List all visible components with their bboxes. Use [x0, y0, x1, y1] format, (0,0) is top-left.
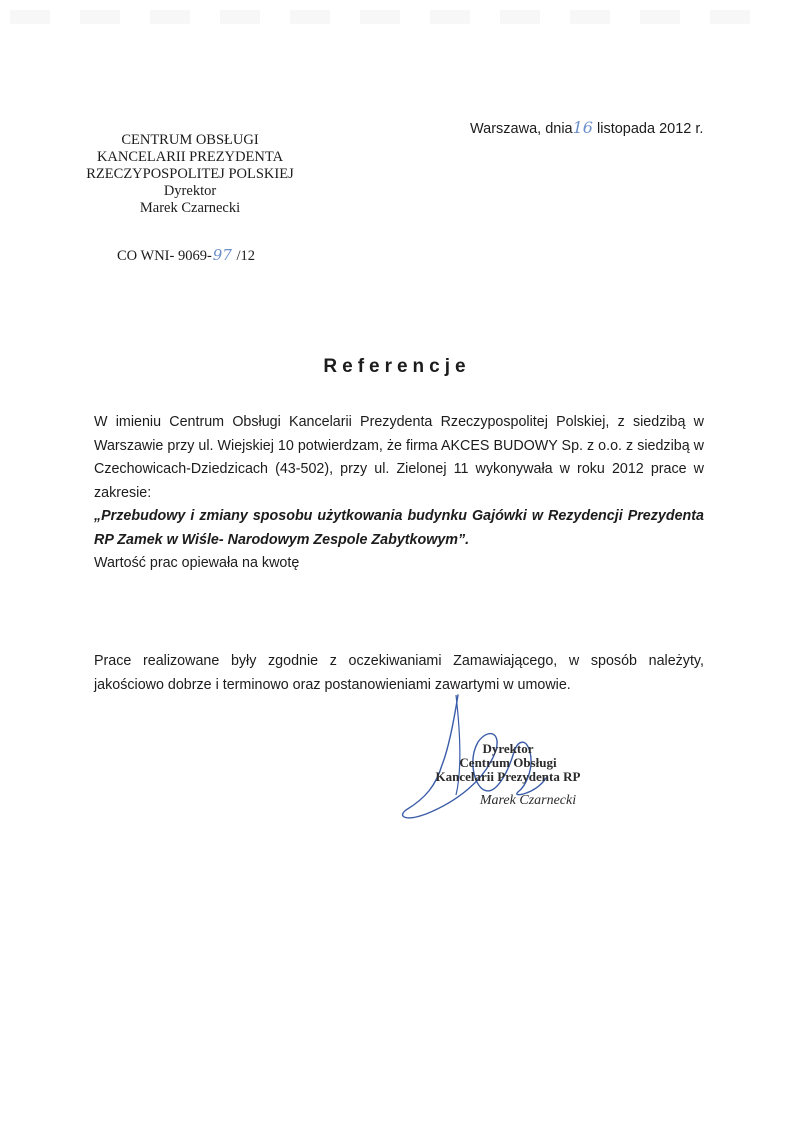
- sender-line-4: Dyrektor: [163, 183, 217, 199]
- paragraph-2: Prace realizowane były zgodnie z oczekiwaniami Zamawiającego, w sposób należyty, jakościowo dobrze i terminowo oraz postanowieniami zawartymi w umowie.: [94, 653, 704, 693]
- paragraph-1: W imieniu Centrum Obsługi Kancelarii Prezydenta Rzeczypospolitej Polskiej, z siedzibą w Warszawie przy ul. Wiejskiej 10 potwierdzam, że firma AKCES BUDOWY Sp. z o.o. z siedzibą w Czechowicach-Dziedzicach (43-502), przy ul. Zielonej 11 wykonywała w roku 2012 prace w zakresie:: [94, 414, 704, 501]
- body-text: [94, 411, 704, 576]
- sender-line-2: KANCELARII PREZYDENTA: [96, 149, 284, 165]
- sender-line-5: Marek Czarnecki: [139, 200, 241, 216]
- sender-block: [60, 132, 320, 217]
- sender-line-1: CENTRUM OBSŁUGI: [121, 132, 259, 148]
- date-suffix: listopada 2012 r.: [597, 121, 704, 137]
- stamp-line-3: Kancelarii Prezydenta RP: [435, 769, 581, 784]
- date-handwritten-day: 16: [572, 118, 593, 137]
- stamp-name: Marek Czarnecki: [479, 793, 577, 808]
- scan-artifact: [10, 10, 760, 24]
- reference-handwritten: 97: [212, 246, 232, 264]
- reference-number: [117, 246, 255, 265]
- document-title: Referencje: [323, 356, 471, 377]
- value-line: Wartość prac opiewała na kwotę: [94, 555, 300, 571]
- reference-suffix: /12: [236, 248, 256, 264]
- stamp-line-2: Centrum Obsługi: [459, 755, 557, 770]
- date-prefix: Warszawa, dnia: [470, 121, 573, 137]
- date-line: [470, 118, 703, 137]
- reference-prefix: CO WNI- 9069-: [117, 248, 212, 264]
- sender-line-3: RZECZYPOSPOLITEJ POLSKIEJ: [86, 166, 294, 182]
- director-stamp: [398, 742, 618, 808]
- project-description: „Przebudowy i zmiany sposobu użytkowania budynku Gajówki w Rezydencji Prezydenta RP Zamek w Wiśle- Narodowym Zespole Zabytkowym”.: [94, 508, 704, 548]
- stamp-line-1: Dyrektor: [482, 741, 534, 756]
